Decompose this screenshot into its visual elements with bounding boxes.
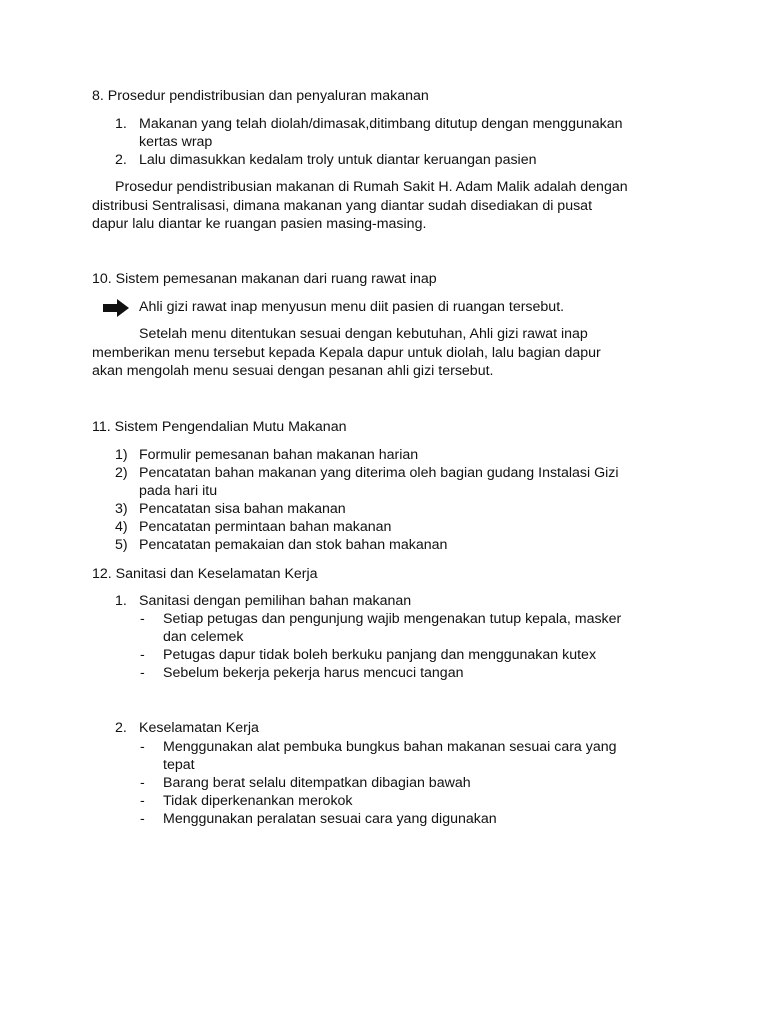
section-10-paragraph-line-2: memberikan menu tersebut kepada Kepala dapur untuk diolah, lalu bagian dapur (92, 345, 601, 361)
section-11-item-4-number: 4) (115, 519, 128, 535)
section-11-heading: 11. Sistem Pengendalian Mutu Makanan (92, 419, 347, 435)
section-12-sub-2-title: Keselamatan Kerja (139, 720, 259, 736)
section-8-heading: 8. Prosedur pendistribusian dan penyaluran makanan (92, 88, 429, 104)
section-12-sub-2-bullet-1-line-1: Menggunakan alat pembuka bungkus bahan makanan sesuai cara yang (163, 739, 617, 755)
section-8-item-1-line-1: Makanan yang telah diolah/dimasak,ditimbang ditutup dengan menggunakan (139, 116, 623, 132)
section-11-item-1-number: 1) (115, 447, 128, 463)
section-12-sub-2-bullet-2-dash: - (140, 775, 145, 791)
section-12-sub-1-title: Sanitasi dengan pemilihan bahan makanan (139, 593, 412, 609)
section-10-heading: 10. Sistem pemesanan makanan dari ruang rawat inap (92, 271, 437, 287)
section-12-sub-1-bullet-2-dash: - (140, 647, 145, 663)
section-12-sub-2-bullet-2-line-1: Barang berat selalu ditempatkan dibagian bawah (163, 775, 471, 791)
section-11-item-1-line-1: Formulir pemesanan bahan makanan harian (139, 447, 419, 463)
section-10-paragraph-line-1: Setelah menu ditentukan sesuai dengan kebutuhan, Ahli gizi rawat inap (139, 326, 588, 342)
section-11-item-3-line-1: Pencatatan sisa bahan makanan (139, 501, 346, 517)
section-12-sub-2-bullet-4-line-1: Menggunakan peralatan sesuai cara yang digunakan (163, 811, 497, 827)
right-arrow-icon (103, 299, 129, 317)
section-12-sub-1-bullet-3-dash: - (140, 665, 145, 681)
section-12-sub-1-number: 1. (115, 593, 127, 609)
section-11-item-2-line-1: Pencatatan bahan makanan yang diterima oleh bagian gudang Instalasi Gizi (139, 465, 619, 481)
section-8-paragraph-line-3: dapur lalu diantar ke ruangan pasien masing-masing. (92, 216, 427, 232)
section-12-sub-1-bullet-1-dash: - (140, 611, 145, 627)
section-11-item-3-number: 3) (115, 501, 128, 517)
section-11-item-2-number: 2) (115, 465, 128, 481)
section-12-sub-2-bullet-3-dash: - (140, 793, 145, 809)
section-10-paragraph-line-3: akan mengolah menu sesuai dengan pesanan ahli gizi tersebut. (92, 363, 494, 379)
section-12-sub-2-number: 2. (115, 720, 127, 736)
section-12-sub-2-bullet-4-dash: - (140, 811, 145, 827)
section-8-paragraph-line-2: distribusi Sentralisasi, dimana makanan yang diantar sudah disediakan di pusat (92, 198, 593, 214)
section-12-heading: 12. Sanitasi dan Keselamatan Kerja (92, 566, 318, 582)
section-11-item-4-line-1: Pencatatan permintaan bahan makanan (139, 519, 392, 535)
section-12-sub-1-bullet-3-line-1: Sebelum bekerja pekerja harus mencuci tangan (163, 665, 464, 681)
section-8-item-2-line-1: Lalu dimasukkan kedalam troly untuk diantar keruangan pasien (139, 152, 537, 168)
section-12-sub-1-bullet-1-line-1: Setiap petugas dan pengunjung wajib mengenakan tutup kepala, masker (163, 611, 622, 627)
section-12-sub-2-bullet-1-line-2: tepat (163, 757, 195, 773)
section-11-item-2-line-2: pada hari itu (139, 483, 218, 499)
section-8-item-2-number: 2. (115, 152, 127, 168)
section-12-sub-2-bullet-3-line-1: Tidak diperkenankan merokok (163, 793, 353, 809)
section-8-paragraph-line-1: Prosedur pendistribusian makanan di Rumah Sakit H. Adam Malik adalah dengan (115, 179, 628, 195)
section-11-item-5-number: 5) (115, 537, 128, 553)
section-8-item-1-line-2: kertas wrap (139, 134, 213, 150)
section-12-sub-1-bullet-2-line-1: Petugas dapur tidak boleh berkuku panjang dan menggunakan kutex (163, 647, 597, 663)
section-10-arrow-item: Ahli gizi rawat inap menyusun menu diit pasien di ruangan tersebut. (139, 299, 565, 315)
section-12-sub-2-bullet-1-dash: - (140, 739, 145, 755)
section-12-sub-1-bullet-1-line-2: dan celemek (163, 629, 244, 645)
section-11-item-5-line-1: Pencatatan pemakaian dan stok bahan makanan (139, 537, 448, 553)
section-8-item-1-number: 1. (115, 116, 127, 132)
